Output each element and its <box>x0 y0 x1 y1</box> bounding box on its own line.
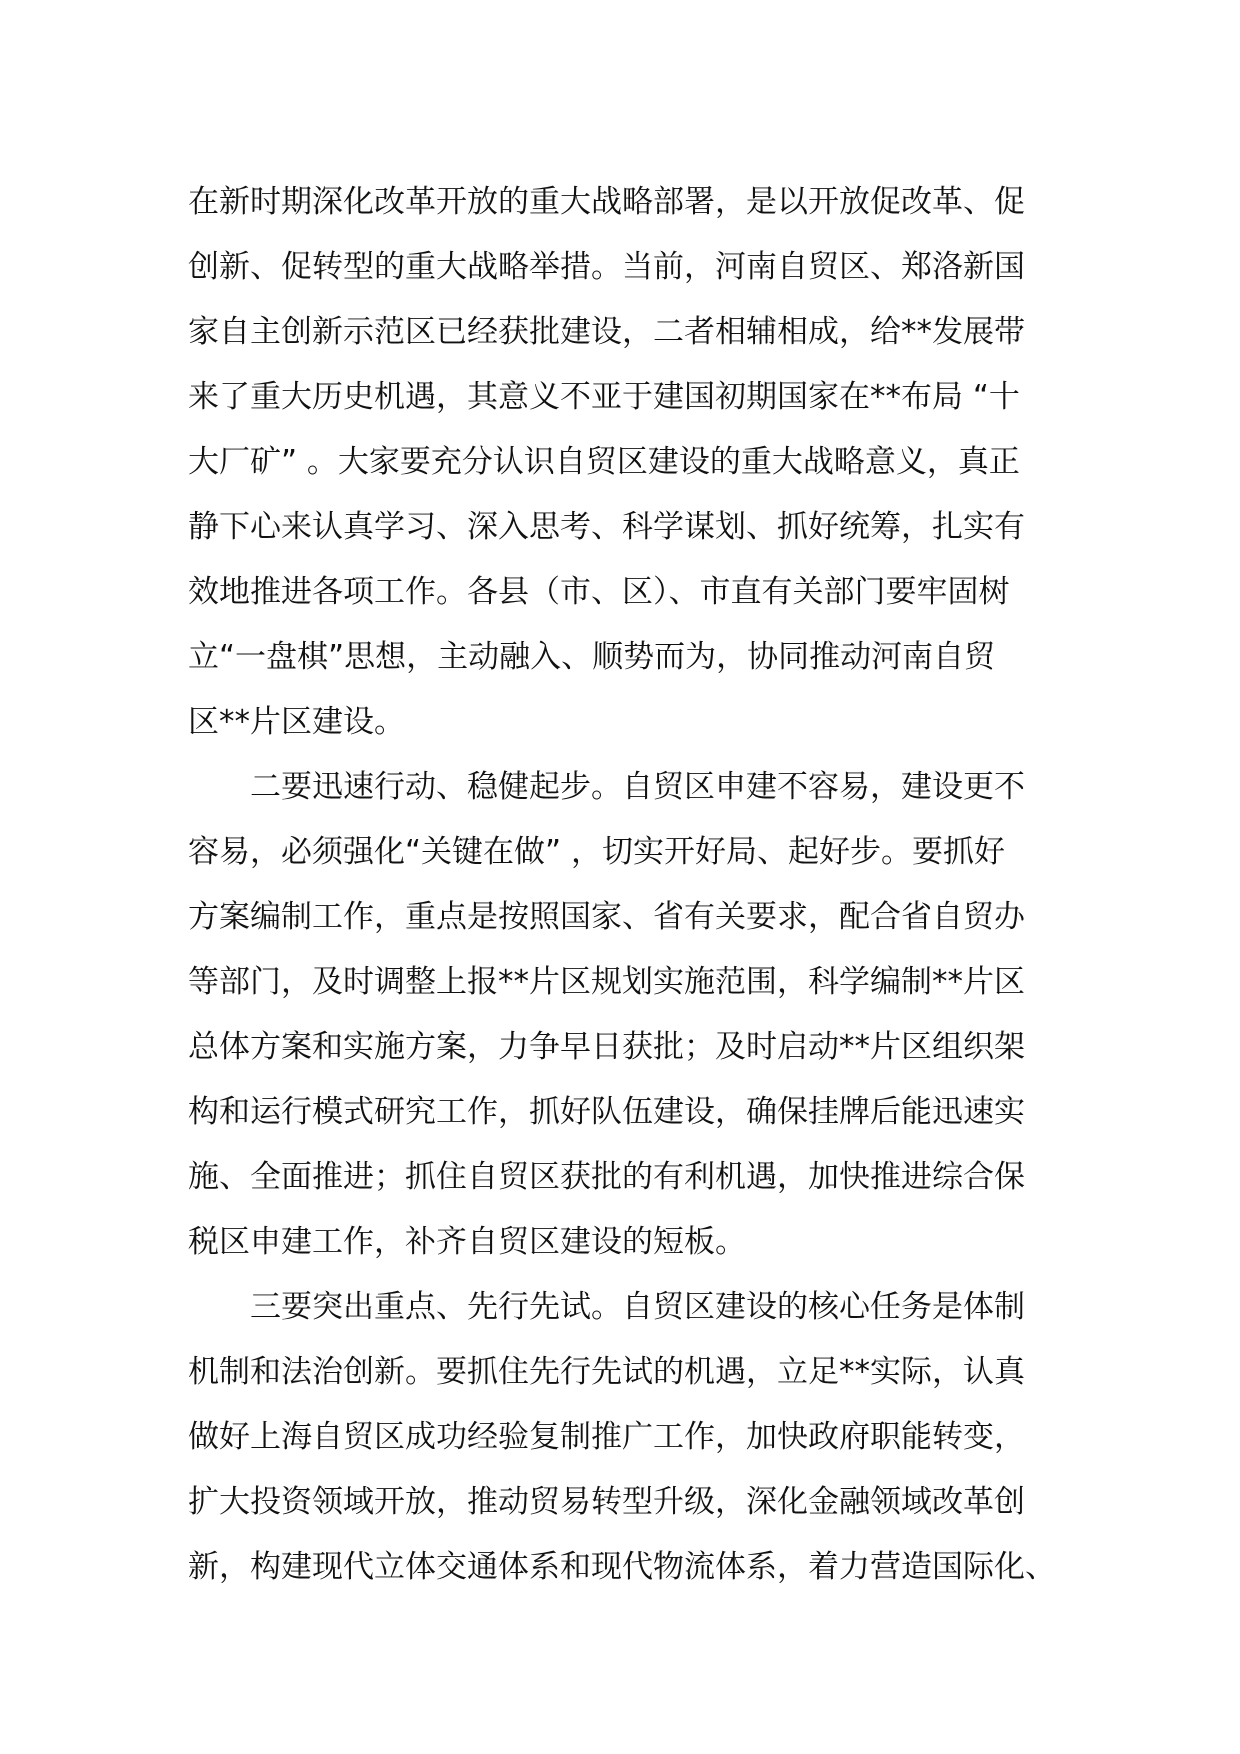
text-line: 方案编制工作，重点是按照国家、省有关要求，配合省自贸办 <box>188 899 1025 935</box>
text-line: 做好上海自贸区成功经验复制推广工作，加快政府职能转变， <box>188 1419 1025 1455</box>
text-line: 来了重大历史机遇，其意义不亚于建国初期国家在**布局 “十 <box>188 379 1020 415</box>
paragraph-1 <box>188 170 1068 755</box>
text-line: 总体方案和实施方案，力争早日获批；及时启动**片区组织架 <box>188 1029 1025 1065</box>
text-line: 大厂矿” 。大家要充分认识自贸区建设的重大战略意义，真正 <box>188 444 1020 480</box>
text-line: 扩大投资领域开放，推动贸易转型升级，深化金融领域改革创 <box>188 1484 1025 1520</box>
text-line: 容易，必须强化“关键在做” ，切实开好局、起好步。要抓好 <box>188 834 1005 870</box>
text-line-first: 三要突出重点、先行先试。自贸区建设的核心任务是体制 <box>250 1289 1025 1325</box>
text-line: 创新、促转型的重大战略举措。当前，河南自贸区、郑洛新国 <box>188 249 1025 285</box>
text-line: 新，构建现代立体交通体系和现代物流体系，着力营造国际化、 <box>188 1549 1056 1585</box>
text-line: 机制和法治创新。要抓住先行先试的机遇，立足**实际，认真 <box>188 1354 1025 1390</box>
paragraph-3 <box>188 1275 1068 1600</box>
paragraph-2 <box>188 755 1068 1275</box>
text-line-first: 二要迅速行动、稳健起步。自贸区申建不容易，建设更不 <box>250 769 1025 805</box>
text-line: 静下心来认真学习、深入思考、科学谋划、抓好统筹，扎实有 <box>188 509 1025 545</box>
text-line: 家自主创新示范区已经获批建设，二者相辅相成，给**发展带 <box>188 314 1025 350</box>
text-line: 区**片区建设。 <box>188 704 405 740</box>
document-body <box>188 170 1068 1600</box>
text-line: 税区申建工作，补齐自贸区建设的短板。 <box>188 1224 746 1260</box>
text-line: 构和运行模式研究工作，抓好队伍建设，确保挂牌后能迅速实 <box>188 1094 1025 1130</box>
text-line: 在新时期深化改革开放的重大战略部署，是以开放促改革、促 <box>188 184 1025 220</box>
text-line: 等部门，及时调整上报**片区规划实施范围，科学编制**片区 <box>188 964 1025 1000</box>
text-line: 立“一盘棋”思想，主动融入、顺势而为，协同推动河南自贸 <box>188 639 996 675</box>
text-line: 效地推进各项工作。各县（市、区）、市直有关部门要牢固树 <box>188 574 1010 610</box>
text-line: 施、全面推进；抓住自贸区获批的有利机遇，加快推进综合保 <box>188 1159 1025 1195</box>
